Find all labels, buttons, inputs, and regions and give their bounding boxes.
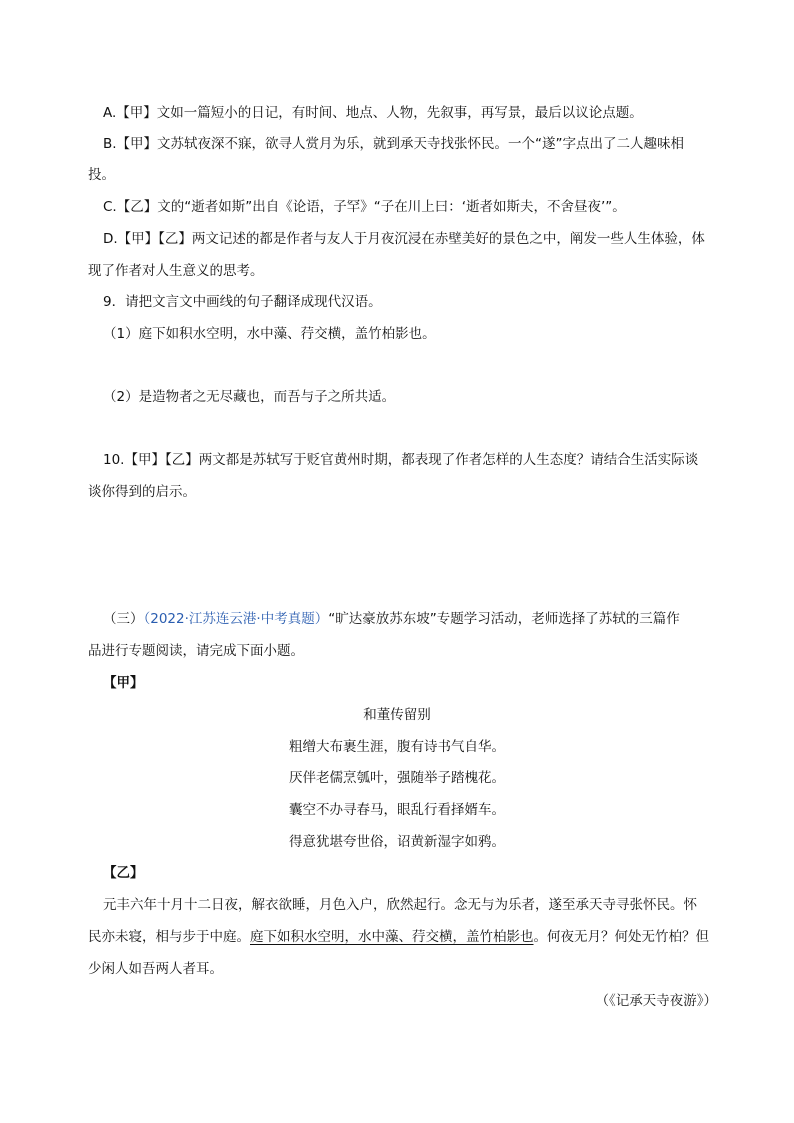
question-10-line2: 谈你得到的启示。: [88, 484, 196, 500]
yi-label: 【乙】: [103, 865, 144, 881]
question-10-line1: 10.【甲】【乙】两文都是苏轼写于贬官黄州时期，都表现了作者怎样的人生态度？请结合生活实际谈: [103, 452, 699, 468]
jia-label: 【甲】: [103, 675, 144, 691]
poem-line-3: 囊空不办寻春马，眼乱行看择婿车。: [289, 802, 505, 818]
yi-paragraph-line1: 元丰六年十月十二日夜，解衣欲睡，月色入户，欣然起行。念无与为乐者，遂至承天寺寻张怀民。怀: [103, 897, 697, 913]
option-b-line2: 投。: [88, 167, 115, 183]
yi-source: （《记承天寺夜游》）: [595, 993, 717, 1009]
poem-line-1: 粗缯大布裹生涯，腹有诗书气自华。: [289, 739, 505, 755]
section-3-intro-text: “旷达豪放苏东坡”专题学习活动，老师选择了苏轼的三篇作: [328, 611, 680, 627]
yi-paragraph-line3: 少闲人如吾两人者耳。: [88, 961, 223, 977]
poem-line-4: 得意犹堪夸世俗，诏黄新湿字如鸦。: [289, 834, 505, 850]
section-3-prefix: （三）: [103, 611, 144, 627]
yi-text-after-underline: 。何夜无月？何处无竹柏？但: [533, 929, 709, 945]
option-c: C.【乙】文的“逝者如斯”出自《论语，子罕》“子在川上曰：‘逝者如斯夫，不舍昼夜’”。: [103, 199, 626, 215]
section-3-intro-line2: 品进行专题阅读，请完成下面小题。: [88, 643, 304, 659]
yi-text-before-underline: 民亦未寝，相与步于中庭。: [88, 929, 250, 945]
underlined-sentence: 庭下如积水空明，水中藻、荇交横，盖竹柏影也: [250, 929, 534, 945]
option-a: A.【甲】文如一篇短小的日记，有时间、地点、人物，先叙事，再写景，最后以议论点题。: [103, 105, 643, 121]
option-b-line1: B.【甲】文苏轼夜深不寐，欲寻人赏月为乐，就到承天寺找张怀民。一个“遂”字点出了二人趣味相: [103, 136, 685, 152]
poem-title: 和董传留别: [363, 707, 431, 723]
poem-line-2: 厌伴老儒烹瓠叶，强随举子踏槐花。: [289, 770, 505, 786]
question-9-sentence-1: （1）庭下如积水空明，水中藻、荇交横，盖竹柏影也。: [103, 326, 436, 342]
section-3-intro: [103, 610, 680, 628]
option-d-line1: D.【甲】【乙】两文记述的都是作者与友人于月夜沉浸在赤壁美好的景色之中，阐发一些人生体验，体: [103, 231, 705, 247]
option-d-line2: 现了作者对人生意义的思考。: [88, 263, 264, 279]
question-9-sentence-2: （2）是造物者之无尽藏也，而吾与子之所共适。: [103, 389, 396, 405]
yi-paragraph-line2: [88, 928, 709, 946]
question-9-title: 9．请把文言文中画线的句子翻译成现代汉语。: [103, 294, 382, 310]
section-3-source: （2022·江苏连云港·中考真题）: [143, 611, 329, 627]
